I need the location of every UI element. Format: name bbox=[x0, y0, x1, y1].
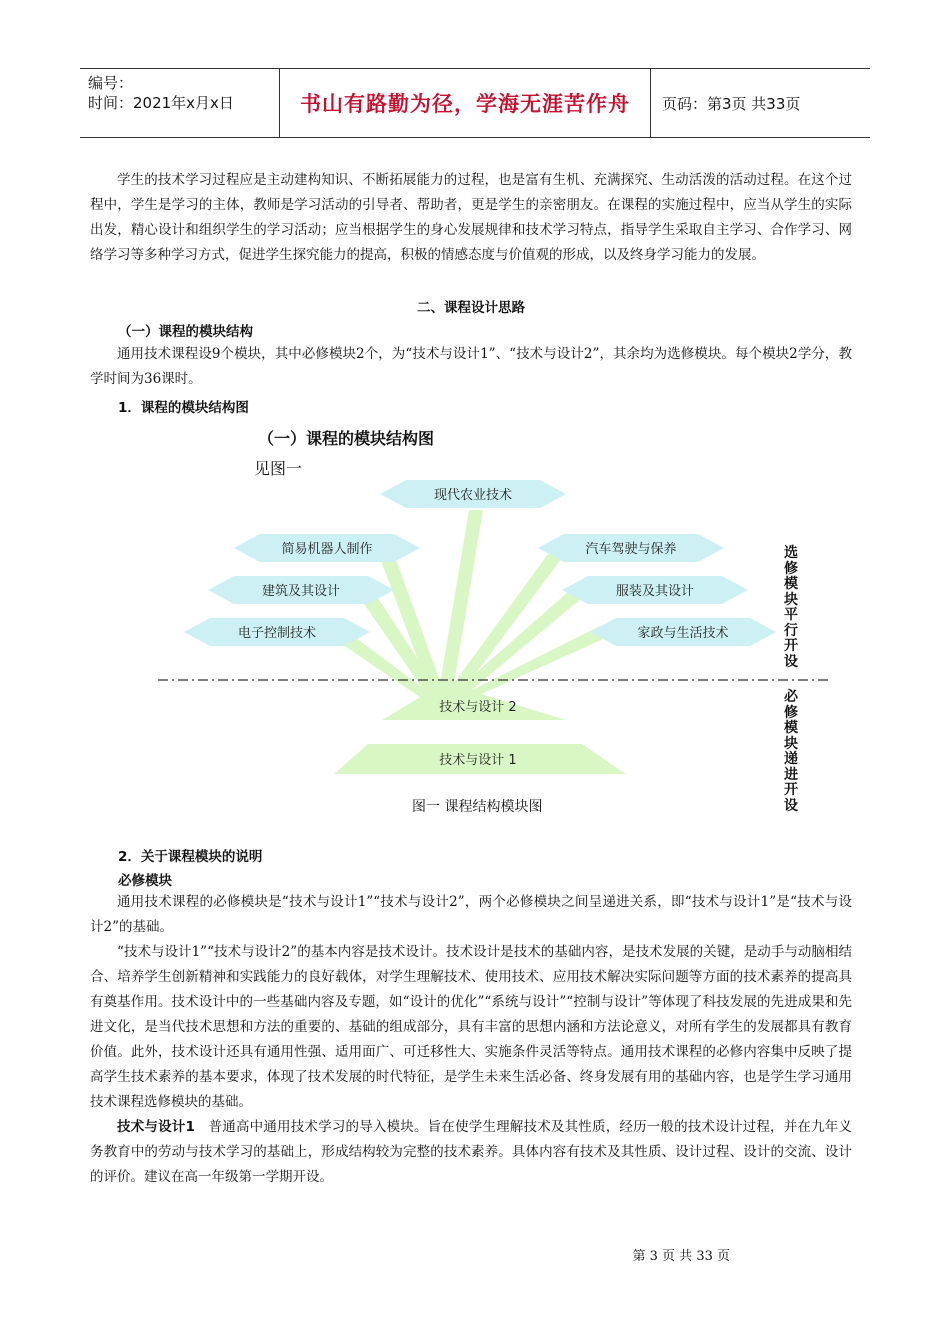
hex-agriculture-label: 现代农业技术 bbox=[433, 488, 513, 503]
hex-home-label: 家政与生活技术 bbox=[637, 626, 729, 641]
hex-building-label: 建筑及其设计 bbox=[261, 584, 341, 599]
page-footer bbox=[0, 1245, 950, 1264]
required-paragraph-1: 通用技术课程的必修模块是“技术与设计1”“技术与设计2”，两个必修模块之间呈递进关系，即“技术与设计1”是“技术与设计2”的基础。 bbox=[90, 894, 852, 935]
design1-label: 技术与设计1 bbox=[117, 1119, 195, 1135]
hex-electronic-label: 电子控制技术 bbox=[237, 626, 317, 641]
trap-design-2 bbox=[382, 690, 566, 720]
required-block bbox=[90, 890, 852, 1190]
header-page-cell bbox=[650, 69, 870, 137]
header-table bbox=[80, 68, 870, 138]
hex-clothing-label: 服装及其设计 bbox=[615, 584, 695, 599]
trap-design-2-label: 技术与设计 2 bbox=[439, 700, 517, 715]
trap-design-1 bbox=[334, 744, 626, 774]
item-2-heading: 2．关于课程模块的说明 bbox=[118, 849, 263, 865]
hex-robot-label: 简易机器人制作 bbox=[281, 542, 373, 557]
elective-side-label: 选修模块平行开设 bbox=[784, 545, 798, 670]
footer-page-number: 第 3 页 共 33 页 bbox=[632, 1249, 730, 1264]
page-label: 页码：第3页 共33页 bbox=[662, 94, 801, 113]
time-label: 时间：2021年x月x日 bbox=[88, 94, 234, 112]
hex-clothing bbox=[562, 576, 748, 604]
diagram-svg bbox=[150, 418, 840, 828]
required-heading: 必修模块 bbox=[118, 873, 172, 889]
motto: 书山有路勤为径，学海无涯苦作舟 bbox=[300, 92, 630, 116]
design1-paragraph bbox=[90, 1115, 852, 1190]
section-title: 二、课程设计思路 bbox=[417, 300, 525, 316]
modules-block bbox=[90, 342, 852, 392]
trap-design-1-label: 技术与设计 1 bbox=[439, 753, 517, 768]
intro-block bbox=[90, 168, 852, 268]
required-paragraph-2: “技术与设计1”“技术与设计2”的基本内容是技术设计。技术设计是技术的基础内容，是技术发展的关键，是动手与动脑相结合、培养学生创新精神和实践能力的良好载体，对学生理解技术、使用技术、应用技术解决实际问题等方面的技术素养的提高具有奠基作用。技术设计中的一些基础内容及专题，如“设计的优化”“系统与设计”“控制与设计”等体现了科技发展的先进成果和先进文化，是当代技术思想和方法的重要的、基础的组成部分，具有丰富的思想内涵和方法论意义，对所有学生的发展都具有教育价值。此外，技术设计还具有通用性强、适用面广、可迁移性大、实施条件灵活等特点。通用技术课程的必修内容集中反映了提高学生技术素养的基本要求，体现了技术发展的时代特征，是学生未来生活必备、终身发展有用的基础内容，也是学生学习通用技术课程选修模块的基础。 bbox=[90, 944, 852, 1110]
hex-electronic bbox=[184, 618, 370, 646]
intro-paragraph: 学生的技术学习过程应是主动建构知识、不断拓展能力的过程，也是富有生机、充满探究、生动活泼的活动过程。在这个过程中，学生是学习的主体，教师是学习活动的引导者、帮助者，更是学生的亲密朋友。在课程的实施过程中，应当从学生的实际出发，精心设计和组织学生的学习活动；应当根据学生的身心发展规律和技术学习特点，指导学生采取自主学习、合作学习、网络学习等多种学习方式，促进学生探究能力的提高，积极的情感态度与价值观的形成，以及终身学习能力的发展。 bbox=[90, 172, 852, 263]
hex-car bbox=[538, 534, 724, 562]
modules-paragraph: 通用技术课程设9个模块，其中必修模块2个，为“技术与设计1”、“技术与设计2”，其余均为选修模块。每个模块2学分，教学时间为36课时。 bbox=[90, 346, 852, 387]
required-side-label: 必修模块递进开设 bbox=[784, 689, 798, 814]
module-diagram bbox=[150, 418, 840, 828]
hex-home bbox=[590, 618, 776, 646]
hex-building bbox=[208, 576, 394, 604]
hex-agriculture bbox=[380, 480, 566, 508]
hex-car-label: 汽车驾驶与保养 bbox=[585, 542, 677, 557]
header-left-cell bbox=[80, 69, 280, 137]
hex-robot bbox=[234, 534, 420, 562]
subsection-title: （一）课程的模块结构 bbox=[118, 324, 253, 340]
number-label: 编号： bbox=[88, 74, 134, 92]
diagram-see-label: 见图一 bbox=[254, 459, 303, 478]
diagram-title: （一）课程的模块结构图 bbox=[258, 429, 435, 448]
design1-text: 普通高中通用技术学习的导入模块。旨在使学生理解技术及其性质，经历一般的技术设计过程，并在九年义务教育中的劳动与技术学习的基础上，形成结构较为完整的技术素养。具体内容有技术及其性质、设计过程、设计的交流、设计的评价。建议在高一年级第一学期开设。 bbox=[90, 1119, 852, 1185]
item-1-heading: 1．课程的模块结构图 bbox=[118, 400, 249, 416]
figure-caption: 图一 课程结构模块图 bbox=[412, 799, 543, 815]
header-motto-cell bbox=[280, 69, 651, 137]
